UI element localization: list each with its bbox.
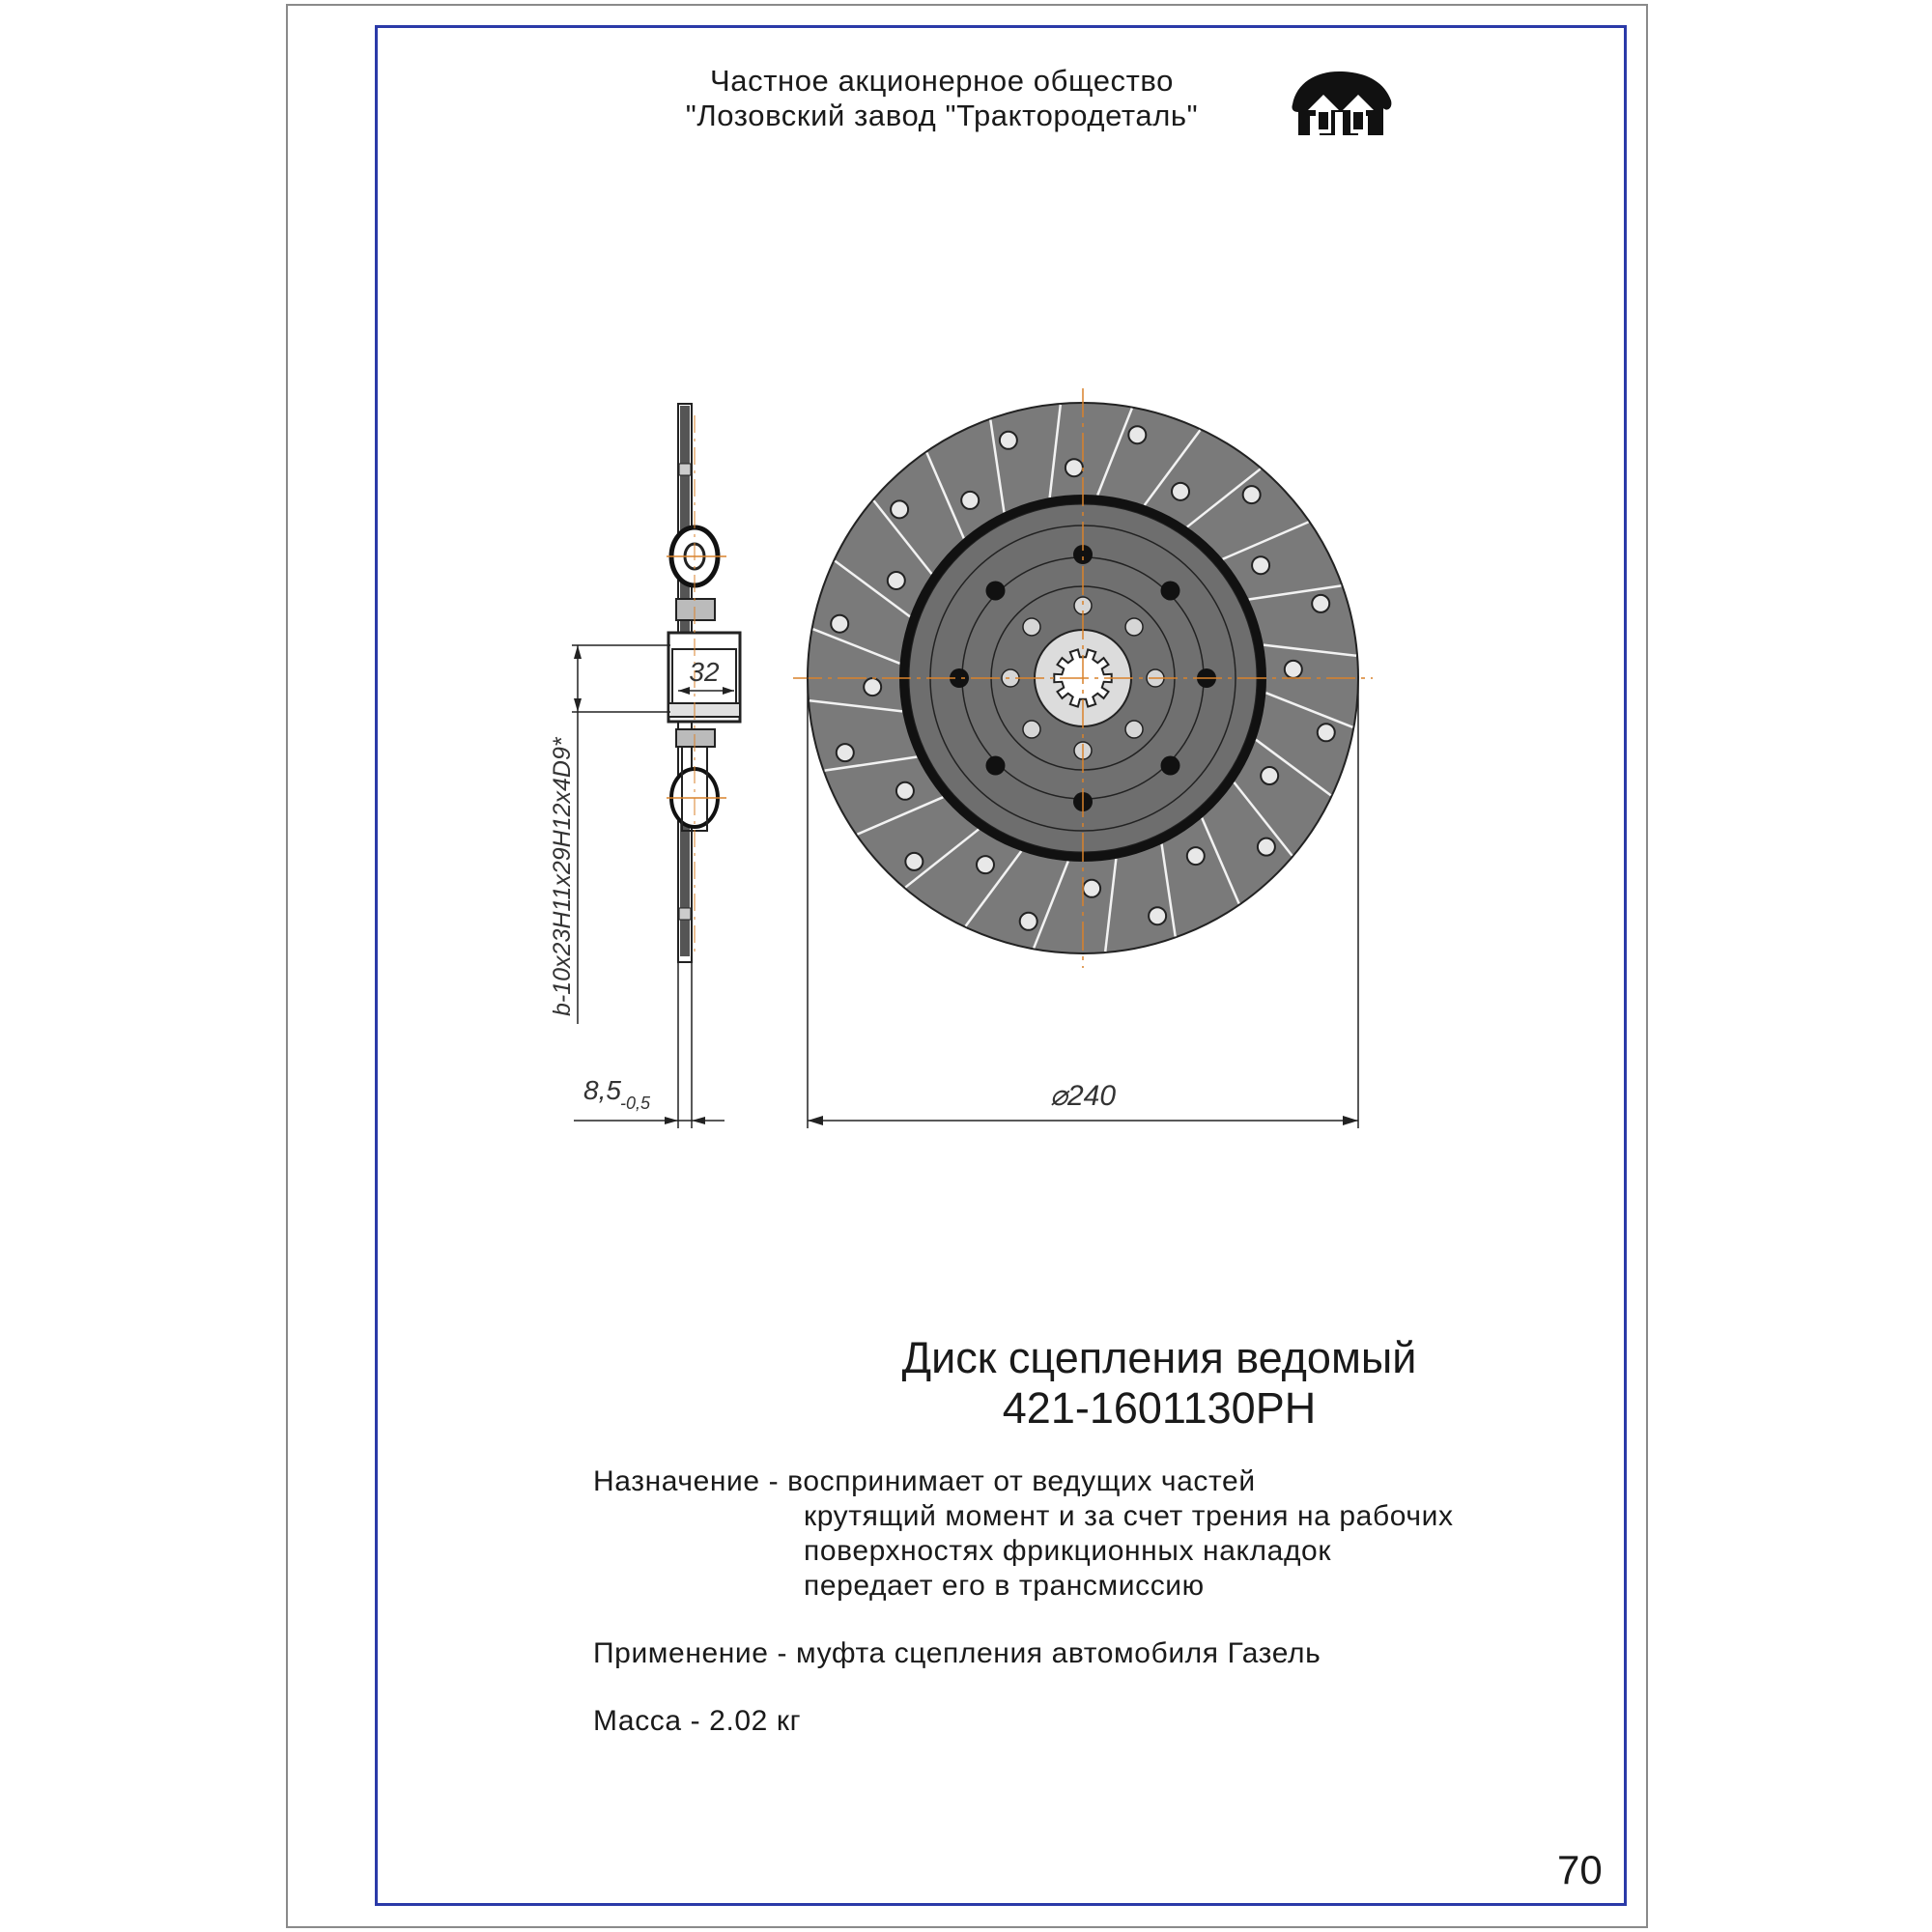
hub-rivet — [985, 756, 1005, 776]
rivet-hole — [1312, 595, 1329, 612]
hub-rivet — [1161, 581, 1180, 600]
company-name-line1: Частное акционерное общество — [710, 64, 1174, 98]
rivet-hole — [896, 782, 914, 800]
dim-thickness-tolerance: -0,5 — [620, 1094, 651, 1113]
part-title — [676, 1333, 1642, 1434]
hub-hole — [1125, 721, 1143, 738]
company-name-line2: "Лозовский завод "Трактородеталь" — [685, 99, 1199, 132]
hub-rivet — [1161, 756, 1180, 776]
rivet-hole — [1149, 907, 1166, 924]
rivet-hole — [1000, 432, 1017, 449]
rivet-hole — [831, 615, 848, 633]
hub-hole — [1023, 618, 1040, 636]
part-name: Диск сцепления ведомый — [901, 1333, 1417, 1382]
rivet-hole — [888, 572, 905, 589]
rivet-hole — [1258, 838, 1275, 856]
rivet-hole — [1187, 847, 1205, 865]
purpose-block — [593, 1464, 1454, 1604]
rivet-hole — [837, 744, 854, 761]
rivet-hole — [864, 678, 881, 696]
hub-rivet — [985, 581, 1005, 600]
rivet-hole — [961, 492, 979, 509]
rivet-hole — [1318, 724, 1335, 741]
rivet-hole — [1020, 913, 1037, 930]
rivet-hole — [1285, 661, 1302, 678]
side-view — [572, 404, 740, 1128]
dim-diameter: ⌀240 — [1049, 1080, 1117, 1112]
mass-text: Масса - 2.02 кг — [593, 1705, 802, 1737]
dim-hub-width: 32 — [689, 657, 720, 687]
rivet-hole — [1083, 880, 1100, 897]
dim-thickness: 8,5 — [583, 1075, 621, 1105]
hub-hole — [1023, 721, 1040, 738]
rivet-hole — [1065, 459, 1083, 476]
hub-hole — [1125, 618, 1143, 636]
application-text: Применение - муфта сцепления автомобиля Газель — [593, 1637, 1321, 1669]
dim-spline: b-10x23H11x29H12x4D9* — [549, 737, 576, 1016]
purpose-line1: Назначение - воспринимает от ведущих частей — [593, 1465, 1256, 1497]
rivet-hole — [1252, 556, 1269, 574]
rivet-hole — [905, 853, 923, 870]
disc-front-view — [793, 388, 1373, 968]
rivet-hole — [1261, 767, 1278, 784]
purpose-line3: поверхностях фрикционных накладок — [804, 1535, 1332, 1567]
rivet-hole — [1243, 486, 1261, 503]
rivet-hole — [891, 500, 908, 518]
purpose-line2: крутящий момент и за счет трения на рабочих — [804, 1500, 1454, 1532]
page-number: 70 — [1557, 1847, 1603, 1892]
rivet-hole — [1128, 426, 1146, 443]
rivet-hole — [1172, 483, 1189, 500]
part-number: 421-1601130PH — [1002, 1383, 1317, 1433]
purpose-line4: передает его в трансмиссию — [804, 1570, 1205, 1602]
rivet-hole — [977, 856, 994, 873]
